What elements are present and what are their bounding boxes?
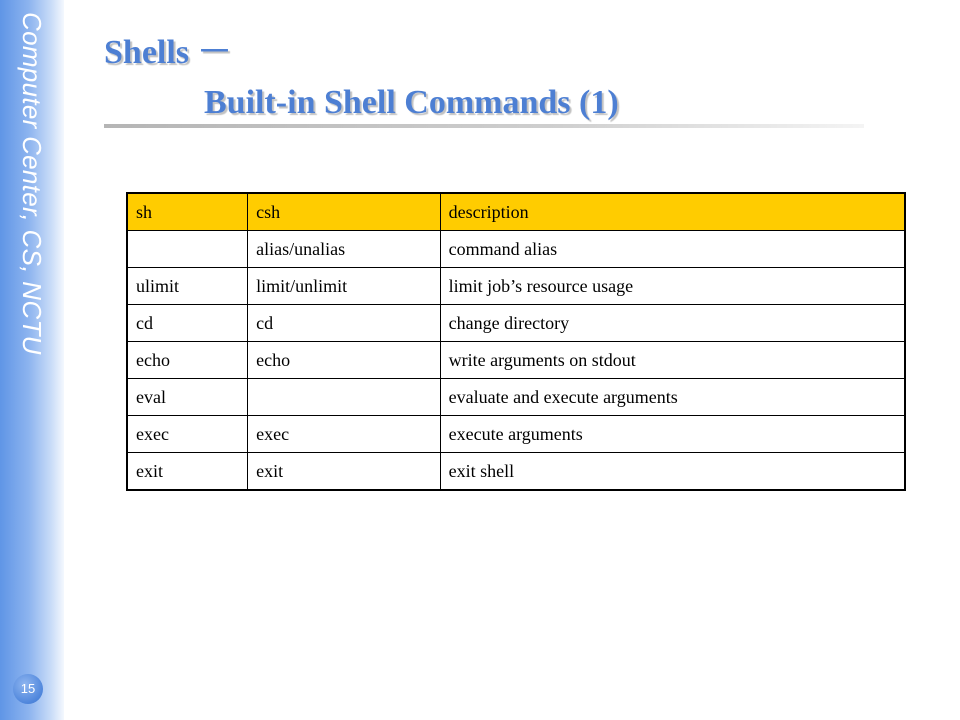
cell-csh: exit [248,453,441,491]
cell-description: evaluate and execute arguments [440,379,905,416]
cell-csh [248,379,441,416]
table-row [127,379,905,416]
header-cell-description: description [440,193,905,231]
cell-sh [127,231,248,268]
header-cell-sh: sh [127,193,248,231]
table-row [127,231,905,268]
table-row [127,416,905,453]
cell-csh: echo [248,342,441,379]
cell-csh: alias/unalias [248,231,441,268]
cell-csh: limit/unlimit [248,268,441,305]
slide-title-line-1: Shells － [104,34,232,71]
cell-description: change directory [440,305,905,342]
commands-table [126,192,906,491]
cell-description: command alias [440,231,905,268]
cell-sh: cd [127,305,248,342]
cell-sh: exec [127,416,248,453]
table-header-row [127,193,905,231]
cell-description: execute arguments [440,416,905,453]
table-row [127,305,905,342]
page-number-badge: 15 [13,674,43,704]
table-row [127,453,905,491]
slide-title-line-2: Built-in Shell Commands (1) [204,84,619,121]
sidebar-band [0,0,64,720]
cell-sh: eval [127,379,248,416]
cell-sh: echo [127,342,248,379]
cell-description: exit shell [440,453,905,491]
title-underline [104,124,864,128]
cell-description: limit job’s resource usage [440,268,905,305]
table-row [127,342,905,379]
cell-sh: ulimit [127,268,248,305]
header-cell-csh: csh [248,193,441,231]
table-row [127,268,905,305]
cell-csh: exec [248,416,441,453]
cell-description: write arguments on stdout [440,342,905,379]
cell-csh: cd [248,305,441,342]
sidebar-caption: Computer Center, CS, NCTU [17,12,47,355]
cell-sh: exit [127,453,248,491]
